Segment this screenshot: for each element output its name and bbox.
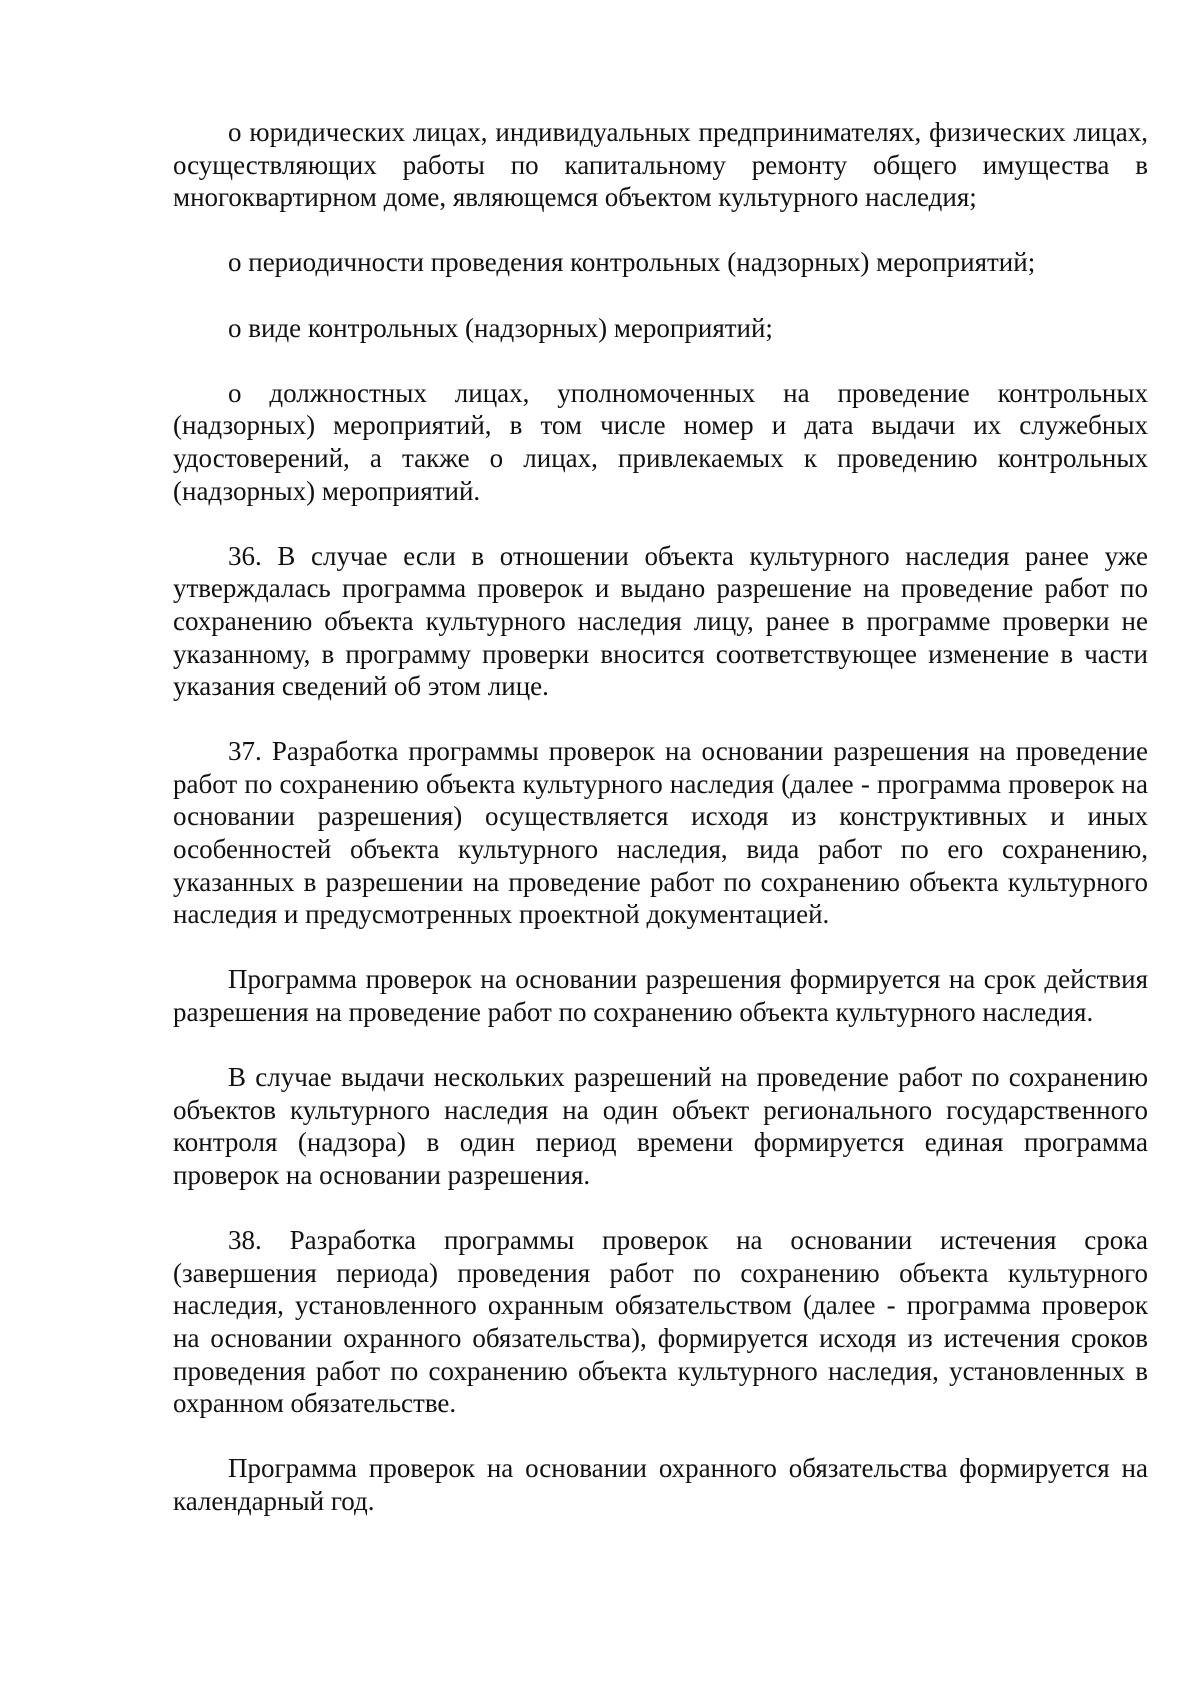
paragraph-item-36: 36. В случае если в отношении объекта культурного наследия ранее уже утверждалась программа проверок и выдано разрешение на проведение работ по сохранению объекта культурного наследия лицу, ранее в программе проверки не указанному, в программу проверки вносится соответствующее изменение в части указания сведений об этом лице.	[173, 540, 1148, 702]
paragraph-item-38: 38. Разработка программы проверок на основании истечения срока (завершения периода) проведения работ по сохранению объекта культурного наследия, установленного охранным обязательством (далее - программа проверок на основании охранного обязательства), формируется исходя из истечения сроков проведения работ по сохранению объекта культурного наследия, установленных в охранном обязательстве.	[173, 1225, 1148, 1419]
paragraph-periodicity: о периодичности проведения контрольных (надзорных) мероприятий;	[228, 247, 1036, 278]
paragraph-type-of-measures: о виде контрольных (надзорных) мероприятий;	[228, 312, 773, 343]
paragraph-multiple-permits: В случае выдачи нескольких разрешений на проведение работ по сохранению объектов культурного наследия на один объект регионального государственного контроля (надзора) в один период времени формируется единая программа проверок на основании разрешения.	[173, 1062, 1148, 1190]
paragraph-legal-entities: о юридических лицах, индивидуальных предпринимателях, физических лицах, осуществляющих работы по капитальному ремонту общего имущества в многоквартирном доме, являющемся объектом культурного наследия;	[173, 117, 1148, 213]
paragraph-item-37: 37. Разработка программы проверок на основании разрешения на проведение работ по сохранению объекта культурного наследия (далее - программа проверок на основании разрешения) осуществляется исходя из конструктивных и иных особенностей объекта культурного наследия, вида работ по его сохранению, указанных в разрешении на проведение работ по сохранению объекта культурного наследия и предусмотренных проектной документацией.	[173, 736, 1148, 930]
paragraph-calendar-year: Программа проверок на основании охранного обязательства формируется на календарный год.	[173, 1453, 1148, 1516]
document-body	[173, 116, 1148, 1518]
paragraph-permit-term: Программа проверок на основании разрешения формируется на срок действия разрешения на проведение работ по сохранению объекта культурного наследия.	[173, 964, 1148, 1028]
paragraph-officials: о должностных лицах, уполномоченных на проведение контрольных (надзорных) мероприятий, в том числе номер и дата выдачи их служебных удостоверений, а также о лицах, привлекаемых к проведению контрольных (надзорных) мероприятий.	[173, 377, 1148, 506]
